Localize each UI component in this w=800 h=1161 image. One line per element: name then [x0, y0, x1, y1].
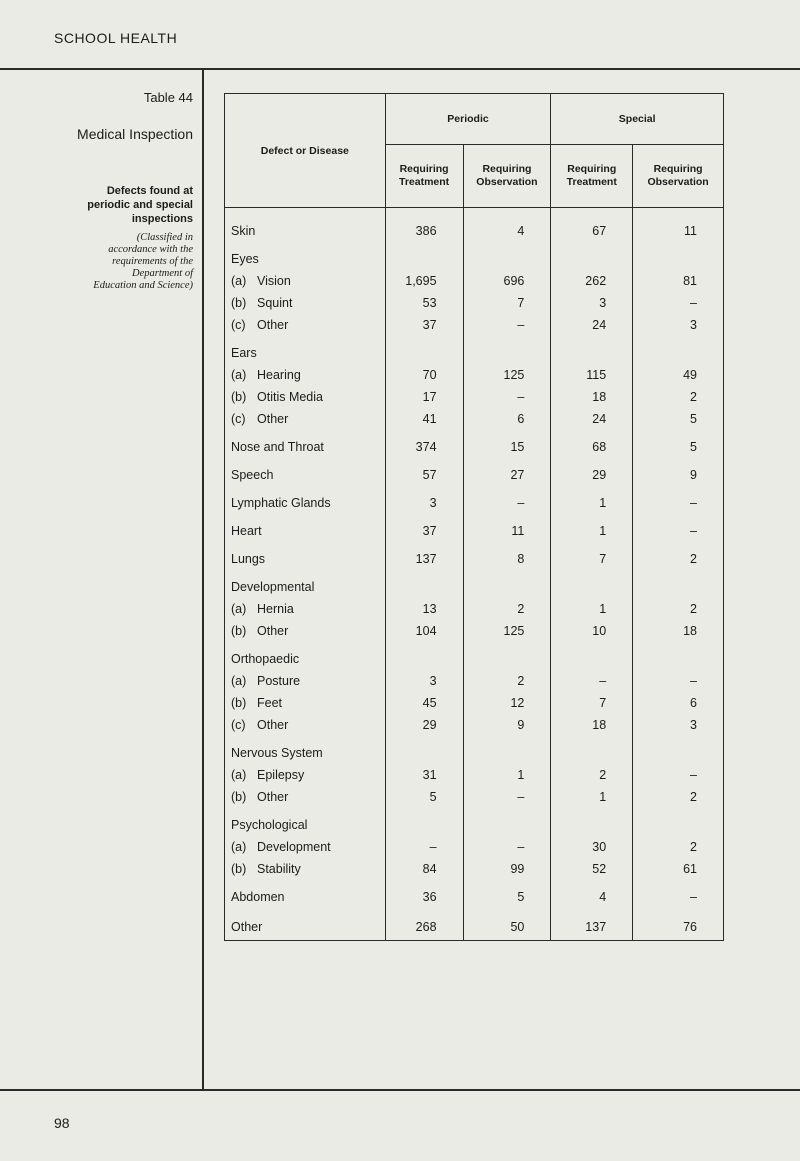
row-label-text: Other [231, 920, 263, 934]
row-label-text: Nose and Throat [231, 440, 324, 454]
row-label [225, 408, 386, 430]
row-label-text: Development [257, 840, 331, 854]
inspection-table [224, 93, 724, 941]
cell-value [463, 736, 551, 764]
cell-value: 4 [463, 220, 551, 242]
cell-value: 3 [385, 670, 463, 692]
row-prefix: (a) [231, 368, 247, 382]
row-label [225, 858, 386, 880]
row-prefix: (a) [231, 274, 247, 288]
cell-value [385, 642, 463, 670]
table-row [225, 764, 724, 786]
cell-value [385, 570, 463, 598]
cell-value: 115 [551, 364, 633, 386]
cell-value: 125 [463, 364, 551, 386]
cell-value: 1 [551, 514, 633, 542]
cell-value: 7 [463, 292, 551, 314]
cell-value: – [463, 786, 551, 808]
page-header: SCHOOL HEALTH [54, 30, 178, 46]
table-row [225, 620, 724, 642]
row-label-text: Vision [257, 274, 291, 288]
cell-value: – [385, 836, 463, 858]
cell-value [551, 336, 633, 364]
row-label [225, 270, 386, 292]
cell-value: 3 [633, 314, 724, 336]
row-label-text: Other [257, 624, 289, 638]
cell-value: 386 [385, 220, 463, 242]
cell-value: 18 [633, 620, 724, 642]
cell-value: 37 [385, 514, 463, 542]
cell-value: 41 [385, 408, 463, 430]
row-label-text: Posture [257, 674, 301, 688]
row-label [225, 880, 386, 908]
row-label-text: Psychological [231, 818, 308, 832]
cell-value [463, 570, 551, 598]
header-periodic-treatment: Requiring Treatment [385, 145, 463, 208]
table-body [225, 208, 724, 941]
cell-value: 67 [551, 220, 633, 242]
cell-value: – [463, 386, 551, 408]
cell-value: 84 [385, 858, 463, 880]
cell-value: 9 [633, 458, 724, 486]
cell-value: 81 [633, 270, 724, 292]
table-row [225, 880, 724, 908]
note-line: Department of [132, 268, 193, 279]
cell-value: 1 [551, 598, 633, 620]
row-label-text: Nervous System [231, 746, 323, 760]
row-prefix: (b) [231, 862, 247, 876]
cell-value [551, 242, 633, 270]
table-row [225, 486, 724, 514]
table-row [225, 430, 724, 458]
cell-value: 3 [385, 486, 463, 514]
cell-value: 1,695 [385, 270, 463, 292]
cell-value [463, 242, 551, 270]
cell-value: 31 [385, 764, 463, 786]
row-label-text: Squint [257, 296, 293, 310]
cell-value: 5 [633, 430, 724, 458]
row-label-text: Other [257, 412, 289, 426]
cell-value [385, 336, 463, 364]
row-prefix: (c) [231, 318, 246, 332]
cell-value: 2 [551, 764, 633, 786]
table-row [225, 458, 724, 486]
table-row [225, 736, 724, 764]
cell-value: – [633, 880, 724, 908]
row-label [225, 542, 386, 570]
cell-value: 6 [463, 408, 551, 430]
note-line: Education and Science) [93, 280, 193, 291]
cell-value: 6 [633, 692, 724, 714]
cell-value: 49 [633, 364, 724, 386]
row-label-text: Other [257, 318, 289, 332]
table-row [225, 786, 724, 808]
cell-value [551, 642, 633, 670]
cell-value: 4 [551, 880, 633, 908]
cell-value [385, 808, 463, 836]
cell-value [633, 242, 724, 270]
row-label [225, 336, 386, 364]
cell-value: 2 [633, 836, 724, 858]
row-prefix: (b) [231, 390, 247, 404]
cell-value [463, 336, 551, 364]
cell-value [463, 808, 551, 836]
cell-value: 61 [633, 858, 724, 880]
cell-value: – [633, 670, 724, 692]
row-label-text: Abdomen [231, 890, 285, 904]
header-periodic-observation: Requiring Observation [463, 145, 551, 208]
cell-value: 24 [551, 314, 633, 336]
subtitle-line: inspections [131, 213, 193, 225]
cell-value: 15 [463, 430, 551, 458]
row-label-text: Hearing [257, 368, 301, 382]
cell-value: 2 [463, 670, 551, 692]
table-row [225, 242, 724, 270]
cell-value: 3 [551, 292, 633, 314]
cell-value: 125 [463, 620, 551, 642]
row-label [225, 598, 386, 620]
cell-value [385, 736, 463, 764]
row-prefix: (a) [231, 674, 247, 688]
row-prefix: (a) [231, 840, 247, 854]
cell-value [633, 736, 724, 764]
cell-value: 137 [385, 542, 463, 570]
cell-value: 7 [551, 692, 633, 714]
cell-value: 52 [551, 858, 633, 880]
table-row [225, 542, 724, 570]
table-row [225, 408, 724, 430]
cell-value: – [463, 314, 551, 336]
cell-value: 29 [385, 714, 463, 736]
table-row [225, 270, 724, 292]
row-prefix: (a) [231, 602, 247, 616]
cell-value: 1 [551, 786, 633, 808]
cell-value: 18 [551, 386, 633, 408]
row-label [225, 486, 386, 514]
row-label-text: Eyes [231, 252, 259, 266]
table-note [0, 232, 193, 292]
subtitle-line: periodic and special [87, 199, 193, 211]
cell-value [463, 642, 551, 670]
cell-value: 2 [633, 786, 724, 808]
row-label-text: Orthopaedic [231, 652, 300, 666]
cell-value: 45 [385, 692, 463, 714]
cell-value [633, 336, 724, 364]
row-label [225, 642, 386, 670]
row-prefix: (b) [231, 296, 247, 310]
cell-value: 68 [551, 430, 633, 458]
table-row [225, 598, 724, 620]
row-label-text: Ears [231, 346, 257, 360]
cell-value: 2 [633, 386, 724, 408]
row-label-text: Hernia [257, 602, 294, 616]
table-title: Medical Inspection [77, 126, 193, 142]
row-prefix: (b) [231, 624, 247, 638]
cell-value: 5 [463, 880, 551, 908]
cell-value: 76 [633, 908, 724, 941]
table-row [225, 908, 724, 941]
row-prefix: (c) [231, 412, 246, 426]
table-row [225, 292, 724, 314]
table-row [225, 642, 724, 670]
table-row [225, 364, 724, 386]
bottom-rule [0, 1089, 800, 1091]
header-special-observation: Requiring Observation [633, 145, 724, 208]
cell-value [633, 570, 724, 598]
row-label-text: Heart [231, 524, 262, 538]
cell-value: – [633, 514, 724, 542]
table-row [225, 220, 724, 242]
cell-value: 36 [385, 880, 463, 908]
row-label [225, 430, 386, 458]
cell-value: – [463, 486, 551, 514]
cell-value: 262 [551, 270, 633, 292]
row-label [225, 364, 386, 386]
cell-value: – [463, 836, 551, 858]
table-row [225, 570, 724, 598]
table-row [225, 836, 724, 858]
row-label [225, 836, 386, 858]
cell-value: 374 [385, 430, 463, 458]
table-row [225, 692, 724, 714]
cell-value: – [633, 764, 724, 786]
cell-value [633, 642, 724, 670]
row-label-text: Otitis Media [257, 390, 323, 404]
cell-value: 53 [385, 292, 463, 314]
header-special: Special [551, 94, 724, 145]
header-periodic: Periodic [385, 94, 551, 145]
cell-value: 70 [385, 364, 463, 386]
row-label-text: Speech [231, 468, 274, 482]
row-label [225, 670, 386, 692]
row-label-text: Stability [257, 862, 301, 876]
table-row [225, 808, 724, 836]
row-label [225, 570, 386, 598]
row-label [225, 620, 386, 642]
subtitle-line: Defects found at [106, 185, 193, 197]
cell-value: 57 [385, 458, 463, 486]
row-label [225, 220, 386, 242]
row-label-text: Skin [231, 224, 256, 238]
top-rule [0, 68, 800, 70]
cell-value: 50 [463, 908, 551, 941]
header-special-treatment: Requiring Treatment [551, 145, 633, 208]
cell-value: – [633, 292, 724, 314]
row-label [225, 514, 386, 542]
row-prefix: (b) [231, 696, 247, 710]
row-prefix: (a) [231, 768, 247, 782]
cell-value: 18 [551, 714, 633, 736]
cell-value: 10 [551, 620, 633, 642]
table-row [225, 386, 724, 408]
sidebar [0, 90, 193, 292]
table-row [225, 514, 724, 542]
row-label-text: Other [257, 790, 289, 804]
row-label [225, 292, 386, 314]
cell-value: 12 [463, 692, 551, 714]
cell-value [551, 736, 633, 764]
cell-value: – [633, 486, 724, 514]
cell-value: 24 [551, 408, 633, 430]
row-label-text: Lymphatic Glands [231, 496, 331, 510]
cell-value: 5 [385, 786, 463, 808]
cell-value: 1 [551, 486, 633, 514]
row-label-text: Lungs [231, 552, 266, 566]
cell-value: 11 [463, 514, 551, 542]
spacer-row [225, 208, 724, 221]
row-label [225, 808, 386, 836]
cell-value: 37 [385, 314, 463, 336]
cell-value: 7 [551, 542, 633, 570]
note-line: (Classified in [136, 232, 193, 243]
column-divider [202, 68, 204, 1091]
cell-value: 9 [463, 714, 551, 736]
cell-value: 2 [633, 598, 724, 620]
cell-value: 17 [385, 386, 463, 408]
row-label [225, 736, 386, 764]
cell-value: 99 [463, 858, 551, 880]
cell-value: 137 [551, 908, 633, 941]
row-prefix: (c) [231, 718, 246, 732]
cell-value [551, 808, 633, 836]
row-label-text: Epilepsy [257, 768, 305, 782]
cell-value: 268 [385, 908, 463, 941]
cell-value: 30 [551, 836, 633, 858]
table-row [225, 858, 724, 880]
table-row [225, 314, 724, 336]
table-row [225, 336, 724, 364]
row-label-text: Developmental [231, 580, 315, 594]
row-prefix: (b) [231, 790, 247, 804]
table-row [225, 714, 724, 736]
cell-value: 5 [633, 408, 724, 430]
note-line: requirements of the [112, 256, 193, 267]
row-label-text: Feet [257, 696, 283, 710]
row-label [225, 692, 386, 714]
page-number: 98 [54, 1115, 70, 1131]
cell-value: 2 [633, 542, 724, 570]
cell-value: 696 [463, 270, 551, 292]
row-label [225, 314, 386, 336]
cell-value: 27 [463, 458, 551, 486]
row-label [225, 242, 386, 270]
row-label [225, 908, 386, 941]
cell-value [385, 242, 463, 270]
cell-value: 104 [385, 620, 463, 642]
cell-value: 3 [633, 714, 724, 736]
cell-value: 11 [633, 220, 724, 242]
cell-value [551, 570, 633, 598]
table-label: Table 44 [143, 90, 193, 105]
header-defect: Defect or Disease [225, 94, 386, 208]
note-line: accordance with the [108, 244, 193, 255]
cell-value: 8 [463, 542, 551, 570]
cell-value: 29 [551, 458, 633, 486]
cell-value [633, 808, 724, 836]
row-label [225, 764, 386, 786]
cell-value: 2 [463, 598, 551, 620]
row-label [225, 386, 386, 408]
row-label [225, 714, 386, 736]
row-label [225, 458, 386, 486]
row-label [225, 786, 386, 808]
cell-value: 1 [463, 764, 551, 786]
cell-value: 13 [385, 598, 463, 620]
cell-value: – [551, 670, 633, 692]
table-row [225, 670, 724, 692]
table-subtitle [0, 184, 193, 226]
row-label-text: Other [257, 718, 289, 732]
